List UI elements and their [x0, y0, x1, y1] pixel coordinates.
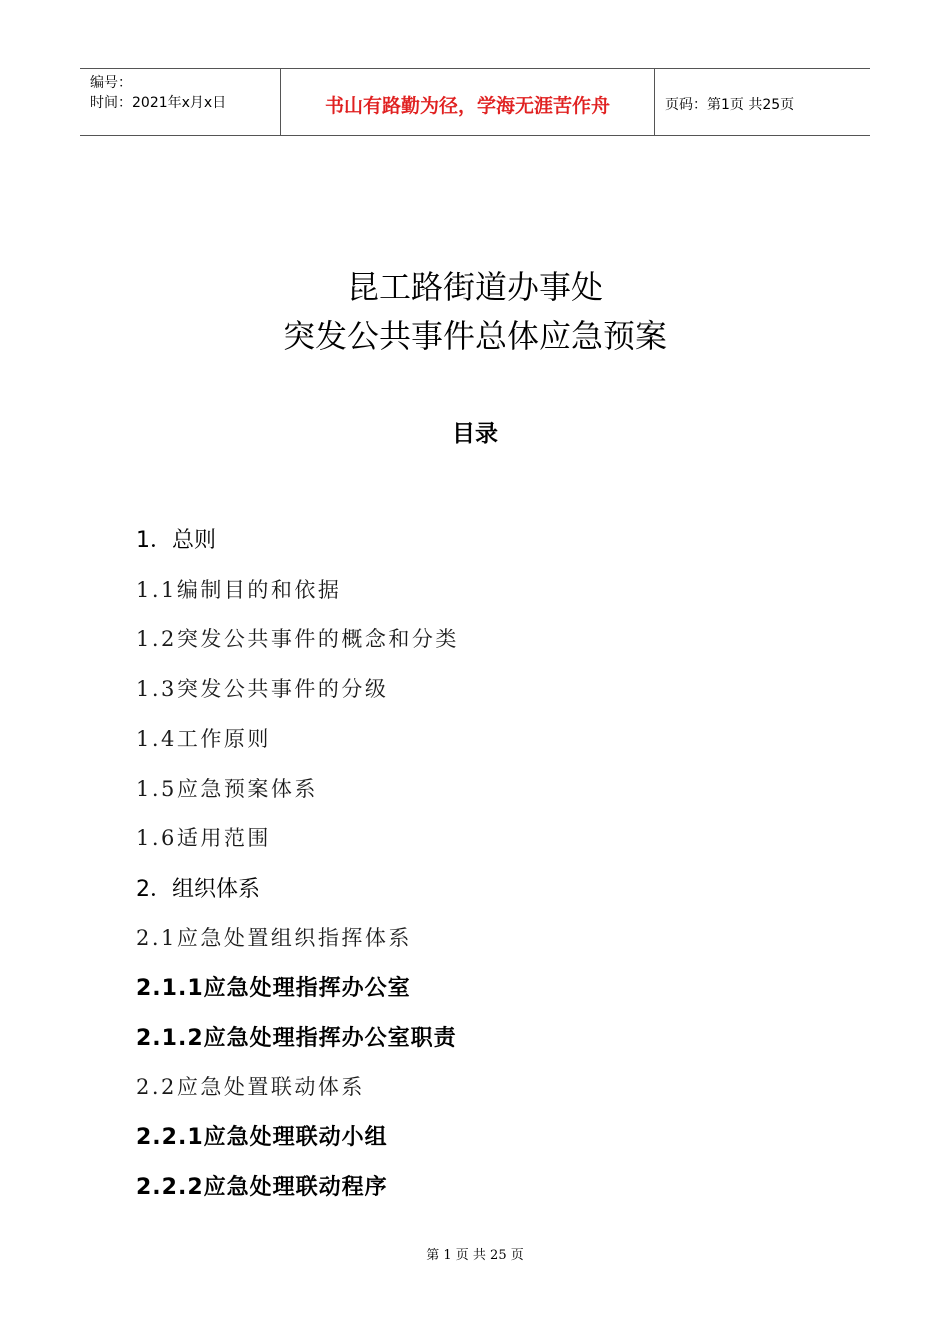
serial-label: 编号： — [90, 75, 132, 91]
toc-item[interactable] — [136, 763, 856, 813]
motto-text: 书山有路勤为径，学海无涯苦作舟 — [324, 94, 610, 117]
toc-item-text: 2.2.1应急处理联动小组 — [136, 1125, 388, 1151]
header-page-cell — [655, 69, 870, 135]
document-title-line1: 昆工路街道办事处 — [346, 268, 603, 306]
toc-item[interactable] — [136, 564, 856, 614]
toc-item-text: 2.2应急处置联动体系 — [136, 1075, 365, 1100]
toc-item-text: 1.6适用范围 — [136, 826, 271, 851]
toc-item-text: 2.1应急处置组织指挥体系 — [136, 925, 412, 950]
toc-item[interactable] — [136, 1012, 856, 1062]
toc-heading: 目录 — [452, 421, 498, 447]
toc-item[interactable] — [136, 663, 856, 713]
toc-item-text: 1．总则 — [136, 528, 216, 554]
toc-item-text: 1.4工作原则 — [136, 726, 271, 751]
toc-item[interactable] — [136, 514, 856, 564]
toc-item-text: 2．组织体系 — [136, 876, 260, 902]
toc-item[interactable] — [136, 713, 856, 763]
page-footer: 第 1 页 共 25 页 — [426, 1248, 524, 1263]
toc-item[interactable] — [136, 862, 856, 912]
toc-item[interactable] — [136, 962, 856, 1012]
toc-item-text: 1.1编制目的和依据 — [136, 577, 342, 602]
toc-item-text: 2.1.2应急处理指挥办公室职责 — [136, 1025, 457, 1051]
time-label: 时间：2021年x月x日 — [90, 95, 227, 111]
header-meta-cell — [80, 69, 281, 135]
toc-item[interactable] — [136, 1161, 856, 1211]
document-title-line2: 突发公共事件总体应急预案 — [282, 317, 667, 355]
toc-item-text: 1.2突发公共事件的概念和分类 — [136, 627, 459, 652]
toc-item[interactable] — [136, 813, 856, 863]
toc-item-text: 1.3突发公共事件的分级 — [136, 677, 389, 702]
toc-item[interactable] — [136, 1111, 856, 1161]
toc-item-text: 2.2.2应急处理联动程序 — [136, 1175, 388, 1201]
toc-item[interactable] — [136, 912, 856, 962]
header-page-info: 页码：第1页 共25页 — [665, 97, 795, 113]
page-header — [80, 68, 870, 136]
toc-item[interactable] — [136, 614, 856, 664]
toc-item-text: 2.1.1应急处理指挥办公室 — [136, 976, 411, 1002]
table-of-contents — [136, 514, 856, 1211]
toc-item-text: 1.5应急预案体系 — [136, 776, 318, 801]
header-motto-cell — [281, 69, 655, 135]
toc-item[interactable] — [136, 1061, 856, 1111]
